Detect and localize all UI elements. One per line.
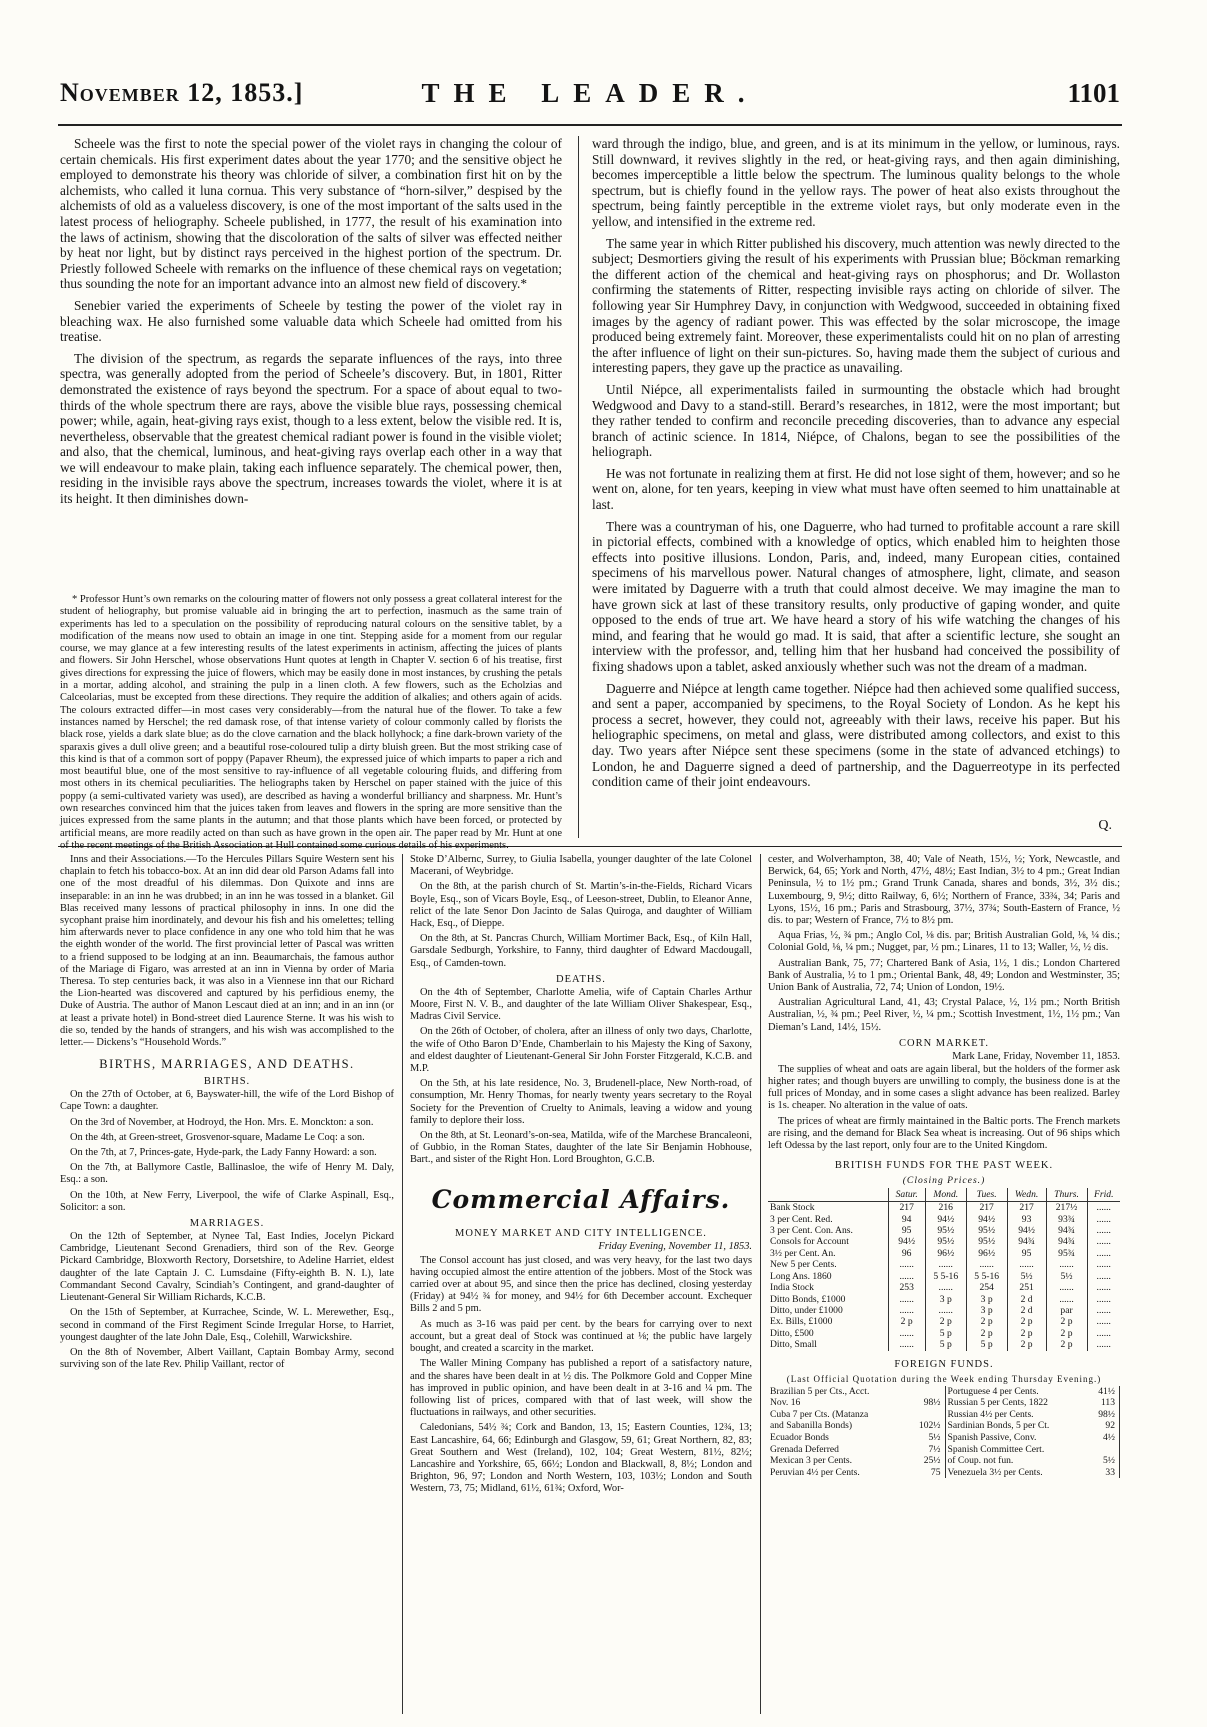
table-header-row <box>768 1188 1120 1202</box>
money-market-paragraph: The Consol account has just closed, and was very heavy, for the last two days having occupied almost the entire attention of the jobbers. Most of the Stock was carried over at about 95, and since then the price has declined, closing yesterday (Friday) at 94½ ¾ for money, and 94½ for 6th December account. Exchequer Bills 2 and 5 pm. <box>410 1254 752 1315</box>
fund-price: 2 p <box>1046 1328 1087 1339</box>
money-market-text <box>410 1255 752 1496</box>
article-paragraph: The division of the spectrum, as regards the separate influences of the rays, into three spectra, was generally adopted from the period of Scheele’s discovery. But, in 1801, Ritter demonstrated the existence of rays beyond the spectrum. For a space of about equal to two-thirds of the whole spectrum there are rays, above the visible blue rays, possessing chemical power; while, again, heat-giving rays exist, though to a less extent, below the visible red. It is, nevertheless, observable that the greatest chemical radiant power is found in the visible violet; and also, that the chemical, luminous, and heat-giving rays overlap each other in a way that we will endeavour to make plain, taking each influence separately. The chemical power, then, residing in the invisible rays above the spectrum, increases towards the violet, where it is at its height. It then diminishes down- <box>60 350 562 507</box>
fund-price: ...... <box>925 1282 966 1293</box>
fund-price: 94¾ <box>1046 1236 1087 1247</box>
commercial-affairs-title: Commercial Affairs. <box>431 1184 731 1214</box>
fund-price: 95½ <box>925 1225 966 1236</box>
table-row <box>768 1432 1120 1444</box>
column-divider <box>760 854 761 1714</box>
fund-name: Spanish Committee Cert. <box>947 1443 1045 1455</box>
fund-price: 2 p <box>1007 1339 1046 1350</box>
fund-price: 2 p <box>1007 1328 1046 1339</box>
marriage-notice: On the 8th of November, Albert Vaillant, Captain Bombay Army, second surviving son of the late Rev. Philip Vaillant, rector of <box>60 1346 394 1371</box>
fund-name: Ex. Bills, £1000 <box>770 1316 833 1328</box>
fund-price: 5½ <box>1046 1271 1087 1282</box>
births-marriages-deaths-heading: BIRTHS, MARRIAGES, AND DEATHS. <box>99 1057 355 1072</box>
deaths-list <box>410 987 752 1167</box>
births-heading: BIRTHS. <box>203 1076 251 1088</box>
fund-name: Grenada Deferred <box>770 1443 839 1455</box>
fund-price: 93¾ <box>1046 1214 1087 1225</box>
fund-price: ...... <box>1087 1214 1120 1225</box>
fund-price: 95 <box>1007 1248 1046 1259</box>
fund-price: 95 <box>888 1225 925 1236</box>
fund-name: 3 per Cent. Red. <box>770 1213 833 1225</box>
death-notice: On the 5th, at his late residence, No. 3, Brudenell-place, New North-road, of consumption, Mr. Henry Thomas, for nearly twenty years secretary to the Royal Society for the Prevention of Cruelty to Animals, leaving a widow and young family to deplore their loss. <box>410 1078 752 1126</box>
table-row <box>768 1202 1120 1214</box>
fund-price: ...... <box>888 1305 925 1316</box>
fund-name: Portuguese 4 per Cents. <box>947 1385 1039 1397</box>
article-paragraph: He was not fortunate in realizing them at first. He did not lose sight of them, however; and so he went on, alone, for ten years, keeping in view what must have often seemed to him unattainable at last. <box>592 465 1120 513</box>
fund-price: ...... <box>925 1259 966 1270</box>
fund-price: ...... <box>1087 1248 1120 1259</box>
fund-price: ...... <box>1007 1259 1046 1270</box>
article-paragraph: Scheele was the first to note the special power of the violet rays in changing the colour of certain chemicals. His first experiment dates about the year 1770; and the sensitive object he employed to demonstrate his theory was chloride of silver, a combination first hit on by the alchemists, who called it luna cornua. This very substance of “horn-silver,” despised by the alchemists of old as a valueless discovery, is one of the most important of the salts used in the latest process of heliography. Scheele published, in 1777, the result of his examination into the laws of actinism, showing that the discoloration of the salts of silver was effected neither by heat nor light, but by distinct rays perceived in the highest portion of the spectrum. Dr. Priestly followed Scheele with remarks on the influence of these chemical rays on vegetation; thus sounding the note for an important advance into an almost new field of discovery.* <box>60 136 562 292</box>
fund-price: 2 p <box>966 1316 1007 1327</box>
fund-price: ...... <box>888 1271 925 1282</box>
fund-name: Ditto, under £1000 <box>770 1304 843 1316</box>
fund-name: Cuba 7 per Cts. (Matanza <box>770 1408 869 1420</box>
fund-price: 94¾ <box>1046 1225 1087 1236</box>
fund-price: 5 5-16 <box>925 1271 966 1282</box>
fund-price: 2 d <box>1007 1294 1046 1305</box>
corn-market-text <box>768 1064 1120 1152</box>
corn-market-paragraph: The prices of wheat are firmly maintained in the Baltic ports. The French markets are rising, and the demand for Black Sea wheat is increasing. Out of 96 ships which left Odessa by the last report, only four are to the United Kingdom. <box>768 1115 1120 1152</box>
birth-notice: On the 10th, at New Ferry, Liverpool, the wife of Clarke Aspinall, Esq., Solicitor: a son. <box>60 1189 394 1213</box>
prices-mining: Aqua Frias, ½, ¾ pm.; Anglo Col, ⅛ dis. par; British Australian Gold, ⅛, ¼ dis.; Colonial Gold, ⅛, ¼ pm.; Nugget, par, ½ pm.; Linares, 11 to 13; Waller, ½, ½ dis. <box>768 930 1120 954</box>
marriage-notice: Stoke D’Albernc, Surrey, to Giulia Isabella, younger daughter of the late Colonel Macerani, of Weybridge. <box>410 854 752 878</box>
fund-name: of Coup. not fun. <box>947 1455 1014 1467</box>
fund-name: 3½ per Cent. An. <box>770 1247 836 1259</box>
death-notice: On the 26th of October, of cholera, after an illness of only two days, Charlotte, the wife of Otho Baron D’Ende, Chamberlain to his Majesty the King of Saxony, and eldest daughter of Lieutenant-General Sir John Forster Fitzgerald, K.C.B. and M.P. <box>410 1026 752 1075</box>
fund-name: 3 per Cent. Con. Ans. <box>770 1225 853 1237</box>
fund-price: 5 p <box>925 1339 966 1350</box>
footnote-text: * Professor Hunt’s own remarks on the colouring matter of flowers not only possess a great collateral interest for the student of heliography, but promise valuable aid in bringing the art to perfection, inasmuch as the same train of experiments has led to a speculation on the possibility of reproducing natural colours on the sensitive tablet, by a modification of the means now used to obtain an image in one tint. Stepping aside for a moment from our regular course, we may glance at a few interesting results of the latest experiments in actinism, affecting the juices of plants and flowers. Sir John Herschel, whose observations Hunt quotes at length in Chapter V. section 6 of his treatise, first gives directions for expressing the juice of flowers, which may be easily done in most instances, by crushing the petals in a mortar, adding alcohol, and straining the pulp in a linen cloth. A few flowers, such as the Echolzias and Calceolarias, must be excepted from these directions. They require the addition of alkalies; and others again of acids. The colours extracted differ—in most cases very considerably—from the natural hue of the flower. To take a few instances named by Herschel; the red damask rose, of that intense variety of colour commonly called by florists the black rose, yields a dark slate blue; as do the clove carnation and the black hollyhock; a fine dark-brown variety of the sparaxis gives a dull olive green; and a beautiful rose-coloured tulip a dirty bluish green. But the most striking case of this kind is that of a common sort of poppy (Papaver Rheum), the expressed juice of which imparts to paper a rich and most beautiful blue, one of the most sensitive to ray-influence of all vegetable colouring fluids, and differing from most others in its chemical peculiarities. The heliographs taken by Herschel on paper stained with the juice of this poppy (a semi-cultivated variety was used), are described as having a wonderful brilliancy and sharpness. Mr. Hunt’s own researches convinced him that the juices taken from leaves and flowers in the spring are more sensitive than the juices expressed from the same plants in the autumn; and that those plants which have been forced, or protected by artificial means, are more readily acted on than such as have grown in the open air. The paper read by Mr. Hunt at one <box>60 594 562 839</box>
fund-price: 5½ <box>1088 1455 1119 1467</box>
table-row <box>768 1328 1120 1339</box>
fund-name: Ditto, Small <box>770 1339 817 1351</box>
prices-banks: Australian Bank, 75, 77; Chartered Bank of Asia, 1½, 1 dis.; London Chartered Bank of Australia, ½ to 1 pm.; Oriental Bank, 48, 49; London and Westminster, 35; Union Bank of Australia, 72, 74; Union of London, 19½. <box>768 957 1120 994</box>
fund-name: Peruvian 4½ per Cents. <box>770 1466 860 1478</box>
table-row <box>768 1339 1120 1350</box>
fund-name: Sardinian Bonds, 5 per Ct. <box>947 1420 1050 1432</box>
fund-name: India Stock <box>770 1282 814 1294</box>
fund-price: ...... <box>1087 1305 1120 1316</box>
fund-price: ...... <box>888 1328 925 1339</box>
column-header: Tues. <box>966 1188 1007 1202</box>
fund-price: par <box>1046 1305 1087 1316</box>
fund-price: 94½ <box>925 1214 966 1225</box>
column-header: Wedn. <box>1007 1188 1046 1202</box>
birth-notice: On the 27th of October, at 6, Bayswater-hill, the wife of the Lord Bishop of Cape Town: a daughter. <box>60 1089 394 1113</box>
fund-price: 254 <box>966 1282 1007 1293</box>
lower-column-1 <box>60 854 394 1714</box>
article-paragraph: There was a countryman of his, one Daguerre, who had turned to profitable account a rare skill in pictorial effects, combined with a knowledge of optics, which enabled him to heighten those effects into positive illusions. London, Paris, and, indeed, many European cities, contained specimens of his marvellous power. Natural changes of atmosphere, light, climate, and season were imitated by Daguerre with a truth that could almost deceive. We may imagine the man to have grown sick at last of these transitory results, only productive of gaping wonder, and quite opposed to the ends of true art. We have heard a story of his wife watching the changes of his mind, and fearing that he would go mad. It is said, that after a scientific lecture, she sought an interview with the professor, and, telling him that her husband had conceived the possibility of fixing shadows upon a tablet, asked anxiously whether such was not the dream of a madman. <box>592 518 1120 674</box>
fund-name: Ditto, £500 <box>770 1327 814 1339</box>
marriages-list <box>60 1231 394 1371</box>
article-paragraph: Daguerre and Niépce at length came together. Niépce had then achieved some qualified success, and sent a paper, accompanied by specimens, to the Royal Society of London. As he kept his process a secret, however, they could not, agreeably with their laws, receive his paper. But his heliographic specimens, on metal and glass, were distributed among collectors, and exist to this day. Two years after Niépce sent these specimens (some in the state of advanced etchings) to London, he and Daguerre signed a deed of partnership, and the Daguerreotype in its perfected condition came of their joint endeavours. <box>592 680 1120 790</box>
fund-name: Long Ans. 1860 <box>770 1270 832 1282</box>
fund-name: Russian 5 per Cents, 1822 <box>947 1397 1048 1409</box>
column-divider <box>402 854 403 1714</box>
signature-block <box>1040 818 1120 838</box>
fund-price: ...... <box>888 1294 925 1305</box>
article-paragraph: The same year in which Ritter published his discovery, much attention was newly directed to the subject; Desmortiers giving the result of his experiments with Prussian blue; Böckman remarking the different action of the chemical and heat-giving rays on phosphorus; and Dr. Wollaston confirming the statements of Ritter, respecting invisible rays acting on chloride of silver. The following year Sir Humphrey Davy, in conjunction with Wedgwood, succeeded in obtaining fixed images by the agency of radiant power. This was effected by the solar microscope, the image produced being extremely faint. Moreover, these experimentalists could hit on no plan of arresting the after influence of light on their sun-pictures. So, having made them the subject of curious and interesting papers, they gave up the practice as unavailing. <box>592 235 1120 376</box>
fund-price: 217 <box>888 1202 925 1214</box>
fund-price: 7½ <box>907 1444 945 1456</box>
article-paragraph: Until Niépce, all experimentalists failed in surmounting the obstacle which had brought Wedgwood and Davy to a stand-still. Berard’s researches, in 1812, were the most important; but they rather tended to confirm and reconcile preceding discoveries, than to advance any especial branch of actinic science. In 1814, Niépce, of Chalons, began to see the possibilities of the heliograph. <box>592 381 1120 460</box>
fund-price: ...... <box>1087 1236 1120 1247</box>
prices-continued: cester, and Wolverhampton, 38, 40; Vale of Neath, 15½, ½; York, Newcastle, and Berwick, 64, 65; York and North, 47½, 48½; East Indian, 3½ to 4 pm.; Great Indian Peninsula, ½ to 1½ pm.; Grand Trunk Canada, shares and bonds, 3½, 3½ dis.; Luxembourg, 9, 9½; ditto Railway, 6, 6½; Northern of France, 33¾, 34; Paris and Lyons, 15½, 16 pm.; Paris and Strasbourg, 37½, 37¾; South-Eastern of France, ½ dis. to par; Western of France, 7½ to 8½ pm. <box>768 854 1120 927</box>
money-market-paragraph: As much as 3-16 was paid per cent. by the bears for carrying over to next account, but a great deal of Stock was continued at ⅛; the public have largely bought, and created a scarcity in the market. <box>410 1318 752 1355</box>
fund-price: 95½ <box>925 1236 966 1247</box>
fund-price: ...... <box>1087 1339 1120 1350</box>
fund-name: Ecuador Bonds <box>770 1431 829 1443</box>
column-header: Mond. <box>925 1188 966 1202</box>
fund-price: ...... <box>1087 1282 1120 1293</box>
fund-price: 217½ <box>1046 1202 1087 1214</box>
fund-price: ...... <box>1046 1294 1087 1305</box>
fund-price: 93 <box>1007 1214 1046 1225</box>
table-row <box>768 1271 1120 1282</box>
footnote <box>60 594 562 838</box>
fund-price: 2 d <box>1007 1305 1046 1316</box>
birth-notice: On the 7th, at Ballymore Castle, Ballinasloe, the wife of Henry M. Daly, Esq.: a son. <box>60 1162 394 1186</box>
table-row <box>768 1316 1120 1327</box>
marriage-notice: On the 12th of September, at Nynee Tal, East Indies, Jocelyn Pickard Cambridge, Lieutenant Second Grenadiers, third son of the Rev. George Pickard Cambridge, Bloxworth Rectory, Dorsetshire, to Adeline Harriet, eldest daughter of the late Captain J. C. Lumsdaine (Fifty-eighth B. N. I.), late Commandant Second Cavalry, Scindiah’s Contingent, and grand-daughter of Lieutenant-General Sir William Richards, K.C.B. <box>60 1231 394 1304</box>
article-paragraph: ward through the indigo, blue, and green, and is at its minimum in the yellow, or luminous, rays. Still downward, it revives slightly in the red, or heat-giving rays, and then again diminishing, becomes imperceptible a little below the spectrum. The luminous quality belongs to the whole spectrum, but is chiefly found in the yellow rays. The power of heat also exists throughout the spectrum, being faintly perceptible in the extreme violet rays, but only moderate even in the yellow, and intensified in the extreme red. <box>592 136 1120 229</box>
table-row <box>768 1467 1120 1479</box>
fund-price: 96½ <box>925 1248 966 1259</box>
column-divider <box>578 136 579 838</box>
fund-price: 96½ <box>966 1248 1007 1259</box>
issue-date: November 12, 1853.] <box>60 78 304 107</box>
fund-price: 3 p <box>925 1294 966 1305</box>
foreign-funds-heading: FOREIGN FUNDS. <box>894 1358 994 1370</box>
fund-price: 251 <box>1007 1282 1046 1293</box>
birth-notice: On the 7th, at 7, Princes-gate, Hyde-park, the Lady Fanny Howard: a son. <box>70 1147 377 1159</box>
fund-price: 2 p <box>1007 1316 1046 1327</box>
fund-price: 95¾ <box>1046 1248 1087 1259</box>
fund-price: ...... <box>1087 1259 1120 1270</box>
table-row <box>768 1305 1120 1316</box>
table-row <box>768 1397 1120 1409</box>
british-funds-subheading: (Closing Prices.) <box>902 1175 986 1187</box>
corn-market-heading: CORN MARKET. <box>899 1037 989 1049</box>
marriages-continued <box>410 854 752 970</box>
death-notice: On the 8th, at St. Leonard’s-on-sea, Matilda, wife of the Marchese Brancaleoni, of Gubbio, in the Roman States, daughter of the late Sir Benjamin Hobhouse, Bart., and sister of the Right Hon. Lord Broughton, G.C.B. <box>410 1130 752 1166</box>
column-header <box>768 1188 888 1202</box>
fund-price: ...... <box>925 1305 966 1316</box>
fund-price: 2 p <box>1046 1316 1087 1327</box>
fund-price: 5 5-16 <box>966 1271 1007 1282</box>
fund-price: 3 p <box>966 1305 1007 1316</box>
foreign-funds-table <box>768 1386 1120 1479</box>
column-header: Satur. <box>888 1188 925 1202</box>
fund-price: ...... <box>888 1259 925 1270</box>
article-right-column <box>592 136 1120 828</box>
fund-name: New 5 per Cents. <box>770 1259 837 1271</box>
fund-price: 2 p <box>925 1316 966 1327</box>
article-signature: Q. <box>1098 818 1112 833</box>
fund-price: 217 <box>966 1202 1007 1214</box>
fund-price: 33 <box>1088 1467 1119 1479</box>
fund-price: ...... <box>1087 1316 1120 1327</box>
table-row <box>768 1420 1120 1432</box>
money-market-heading: MONEY MARKET AND CITY INTELLIGENCE. <box>455 1227 707 1239</box>
fund-name: Spanish Passive, Conv. <box>947 1431 1037 1443</box>
fund-price: 5 p <box>966 1339 1007 1350</box>
birth-notice: On the 4th, at Green-street, Grosvenor-square, Madame Le Coq: a son. <box>70 1131 365 1143</box>
fund-price: ...... <box>966 1259 1007 1270</box>
page-number: 1101 <box>1067 78 1120 108</box>
money-market-date: Friday Evening, November 11, 1853. <box>598 1240 752 1252</box>
article-left-column <box>60 136 562 584</box>
fund-price: ...... <box>888 1339 925 1350</box>
table-row <box>768 1214 1120 1225</box>
corn-market-paragraph: The supplies of wheat and oats are again liberal, but the holders of the former ask higher rates; and though buyers are unwilling to comply, the business done is at the full prices of Monday, and in some cases a slight advance has been realized. Barley is 1s. cheaper. No alteration in the value of oats. <box>768 1063 1120 1112</box>
table-row <box>768 1236 1120 1247</box>
fund-price: 4½ <box>1088 1432 1119 1444</box>
fund-price: ...... <box>1087 1294 1120 1305</box>
lower-column-3 <box>768 854 1120 1714</box>
fund-price: 75 <box>907 1467 945 1479</box>
fund-price: ...... <box>1046 1282 1087 1293</box>
fund-price: 41½ <box>1088 1386 1119 1398</box>
fund-name: Brazilian 5 per Cts., Acct. <box>770 1385 870 1397</box>
birth-notice: On the 3rd of November, at Hodroyd, the Hon. Mrs. E. Monckton: a son. <box>70 1116 374 1128</box>
fund-name: Ditto Bonds, £1000 <box>770 1293 846 1305</box>
corn-market-date: Mark Lane, Friday, November 11, 1853. <box>952 1050 1120 1062</box>
death-notice: On the 4th of September, Charlotte Amelia, wife of Captain Charles Arthur Moore, First N. V. B., and daughter of the late William Oliver Shakespear, Esq., Madras Civil Service. <box>410 986 752 1023</box>
fund-price: 5½ <box>1007 1271 1046 1282</box>
prices-land: Australian Agricultural Land, 41, 43; Crystal Palace, ½, 1½ pm.; North British Australian, ½, ¾ pm.; Peel River, ½, ¼ pm.; Scottish Investment, 1½, 1½ pm.; Van Dieman’s Land, 14½, 15½. <box>768 997 1120 1033</box>
table-row <box>768 1259 1120 1270</box>
table-row <box>768 1248 1120 1259</box>
fund-price: 98½ <box>1088 1409 1119 1421</box>
table-row <box>768 1455 1120 1467</box>
fund-price: 216 <box>925 1202 966 1214</box>
fund-price: 113 <box>1088 1397 1119 1409</box>
table-row <box>768 1282 1120 1293</box>
section-rule <box>58 846 1122 847</box>
deaths-heading: DEATHS. <box>556 973 606 985</box>
fund-price: 94½ <box>1007 1225 1046 1236</box>
column-header: Frid. <box>1087 1188 1120 1202</box>
marriage-notice: On the 8th, at the parish church of St. Martin’s-in-the-Fields, Richard Vicars Boyle, Esq., son of Vicars Boyle, Esq., of Leeson-street, Dublin, to Eleanor Anne, relict of the late Senor Don Jacinto de Salas Quiroga, and daughter of William Hack, Esq., of Dieppe. <box>410 881 752 930</box>
table-row <box>768 1225 1120 1236</box>
article-paragraph: Senebier varied the experiments of Scheele by testing the power of the violet ray in bleaching wax. He also furnished some valuable data which Scheele had omitted from his treatise. <box>60 297 562 345</box>
fund-price: 95½ <box>966 1225 1007 1236</box>
fund-price: 96 <box>888 1248 925 1259</box>
foreign-funds-subheading: (Last Official Quotation during the Week ending Thursday Evening.) <box>786 1373 1102 1384</box>
fund-price: 2 p <box>966 1328 1007 1339</box>
fund-price: ...... <box>1046 1259 1087 1270</box>
births-list <box>60 1089 394 1214</box>
fund-price: 94¾ <box>1007 1236 1046 1247</box>
fund-price: 5 p <box>925 1328 966 1339</box>
masthead <box>60 78 1120 118</box>
fund-price: 217 <box>1007 1202 1046 1214</box>
fund-price: 253 <box>888 1282 925 1293</box>
fund-price <box>907 1409 945 1421</box>
inns-article: Inns and their Associations.—To the Hercules Pillars Squire Western sent his chaplain to fetch his tobacco-box. At an inn did dear old Parson Adams fall into one of the most dreadful of his dilemmas. Don Quixote and inns are inseparable: in an inn he was drubbed; in an inn he was tossed in a blanket. Gil Blas received many lessons of practical philosophy in inns. In one did the sycophant praise him inordinately, and devour his fish and his omelettes; telling him afterwards never to place confidence in any one who told him that he was the eighth wonder of the world. The first provincial letter of Pascal was written to a friend supposed to be lodging at an inn. Beaumarchais, the famous author of the Mariage di Figaro, was arrested at an inn in Vienna by order of Maria Theresa. To step centuries back, it was also in a Viennese inn that our Richard the Lion-hearted was discovered and captured by his perfidious enemy, the Duke of Austria. The author of Manon Lescaut died at an inn; and in an inn (or at least a private hotel) in Bond-street died Laurence Sterne. It was his wish to die so, tended by the hands of strangers, and his wish was accomplished to the letter.— Dickens’s “Household Words.” <box>60 854 394 1049</box>
marriage-notice: On the 8th, at St. Pancras Church, William Mortimer Back, Esq., of Kiln Hall, Garsdale Sedburgh, Yorkshire, to Fanny, third daughter of Edward Macdougall, Esq., of Camden-town. <box>410 933 752 969</box>
column-header: Thurs. <box>1046 1188 1087 1202</box>
fund-price: 94½ <box>888 1236 925 1247</box>
marriages-heading: MARRIAGES. <box>189 1218 265 1230</box>
newspaper-title: THE LEADER. <box>421 78 759 108</box>
table-row <box>768 1386 1120 1398</box>
fund-price: ...... <box>1087 1225 1120 1236</box>
fund-name: Mexican 3 per Cents. <box>770 1455 853 1467</box>
fund-price: ...... <box>1087 1202 1120 1214</box>
fund-price: 98½ <box>907 1397 945 1409</box>
fund-name: and Sabanilla Bonds) <box>770 1420 853 1432</box>
fund-price: 3 p <box>966 1294 1007 1305</box>
fund-price: ...... <box>1087 1271 1120 1282</box>
masthead-rule <box>58 124 1122 126</box>
fund-price: 5½ <box>907 1432 945 1444</box>
marriage-notice: On the 15th of September, at Kurrachee, Scinde, W. L. Merewether, Esq., second in command of the First Regiment Scinde Irregular Horse, to Harriet, youngest daughter of the late John Dale, Esq., Colehill, Warwickshire. <box>60 1307 394 1343</box>
money-market-paragraph: Caledonians, 54½ ¾; Cork and Bandon, 13, 15; Eastern Counties, 12¾, 13; East Lancashire, 64, 66; Edinburgh and Glasgow, 59, 61; Great Northern, 82, 83; Great Southern and West (Ireland), 102, 104; Great Western, 81½, 82½; Lancashire and Yorkshire, 65, 66½; London and Blackwall, 8, 8½; London and Brighton, 96, 97; London and North Western, 103, 103½; London and South Western, 73, 75; Midland, 61½, 61¾; Oxford, Wor- <box>410 1422 752 1495</box>
fund-price: ...... <box>1087 1328 1120 1339</box>
british-funds-table <box>768 1188 1120 1350</box>
fund-price: 2 p <box>888 1316 925 1327</box>
fund-name: Venezuela 3½ per Cents. <box>947 1466 1043 1478</box>
fund-name: Nov. 16 <box>770 1397 801 1409</box>
table-row <box>768 1444 1120 1456</box>
fund-name: Bank Stock <box>770 1202 815 1214</box>
fund-price: 102½ <box>907 1420 945 1432</box>
fund-price: 94 <box>888 1214 925 1225</box>
british-funds-heading: BRITISH FUNDS FOR THE PAST WEEK. <box>834 1160 1054 1172</box>
lower-column-2 <box>410 854 752 1714</box>
table-row <box>768 1294 1120 1305</box>
fund-name: Russian 4½ per Cents. <box>947 1408 1034 1420</box>
table-row <box>768 1409 1120 1421</box>
fund-price: 25½ <box>907 1455 945 1467</box>
fund-price: 92 <box>1088 1420 1119 1432</box>
fund-price: 2 p <box>1046 1339 1087 1350</box>
fund-price <box>1088 1444 1119 1456</box>
fund-price: 94½ <box>966 1214 1007 1225</box>
money-market-paragraph: The Waller Mining Company has published a report of a satisfactory nature, and the shares have been dealt in at ½ dis. The Polkmore Gold and Copper Mine has improved in public opinion, and have been dealt in at 3-16 and ¼ pm. The following list of prices, compared with that of last week, will show the fluctuations in railways, and other securities. <box>410 1358 752 1419</box>
fund-name: Consols for Account <box>770 1236 849 1248</box>
fund-price: 95½ <box>966 1236 1007 1247</box>
fund-price <box>907 1386 945 1398</box>
